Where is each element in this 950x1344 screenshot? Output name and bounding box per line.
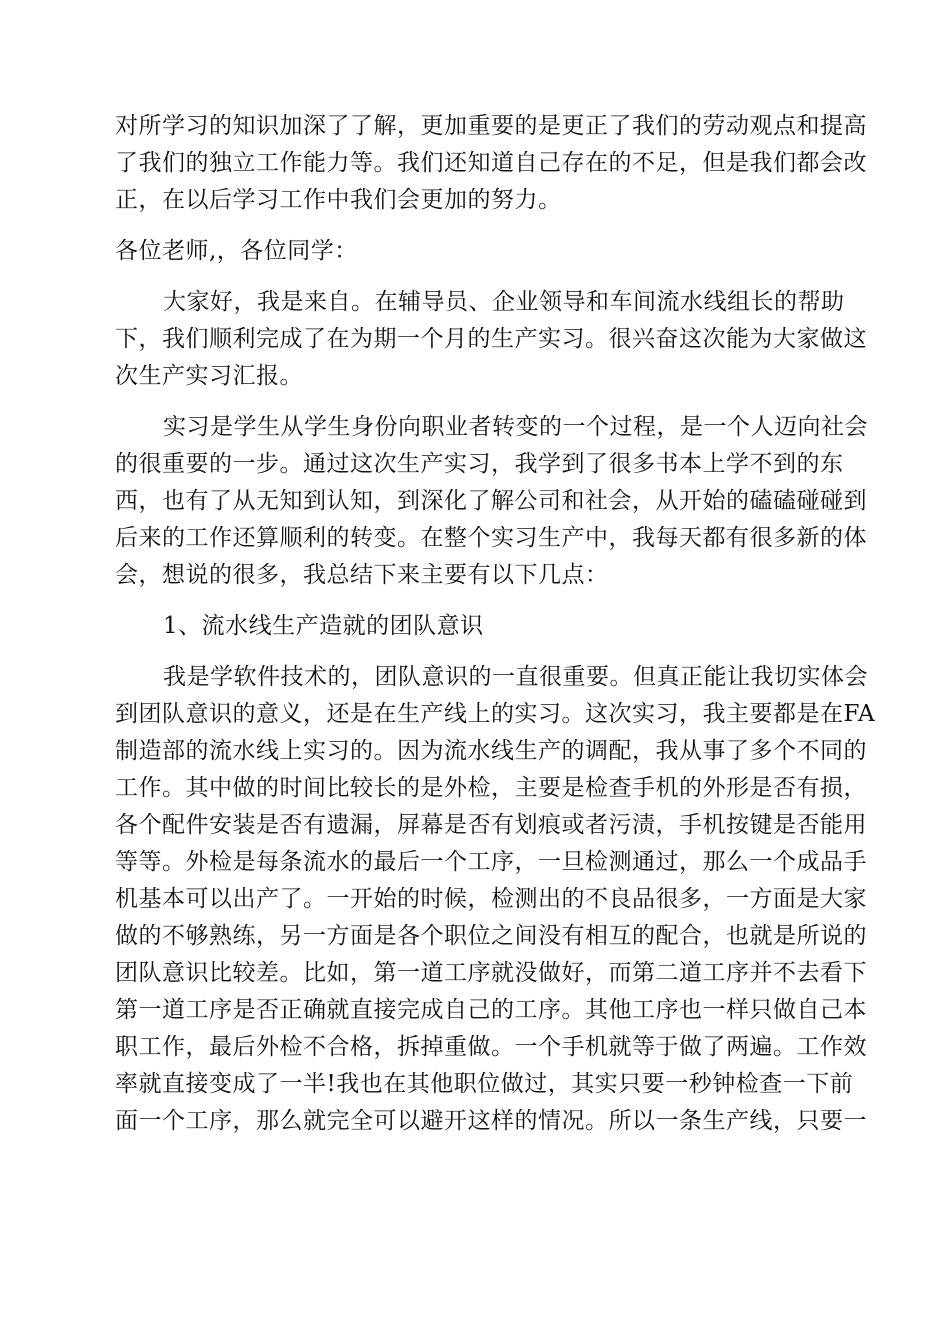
text-line: 了我们的独立工作能力等。我们还知道自己存在的不足，但是我们都会改 (115, 150, 867, 176)
text-line: 等等。外检是每条流水的最后一个工序，一旦检测通过，那么一个成品手 (115, 849, 867, 875)
text-line: 次生产实习汇报。 (115, 363, 303, 389)
text-line: 制造部的流水线上实习的。因为流水线生产的调配，我从事了多个不同的 (115, 738, 867, 764)
paragraph-continuation (115, 108, 867, 219)
text-line: 做的不够熟练，另一方面是各个职位之间没有相互的配合，也就是所说的 (115, 923, 867, 949)
text-line: 大家好，我是来自。在辅导员、企业领导和车间流水线组长的帮助 (163, 289, 845, 315)
text-line: 会，想说的很多，我总结下来主要有以下几点： (115, 562, 609, 588)
text-line: 各个配件安装是否有遗漏，屏幕是否有划痕或者污渍，手机按键是否能用 (115, 812, 867, 838)
text-line: 后来的工作还算顺利的转变。在整个实习生产中，我每天都有很多新的体 (115, 525, 867, 551)
text-line: 第一道工序是否正确就直接完成自己的工序。其他工序也一样只做自己本 (115, 997, 867, 1023)
text-line: 率就直接变成了一半!我也在其他职位做过，其实只要一秒钟检查一下前 (115, 1071, 854, 1097)
text-line: 到团队意识的意义，还是在生产线上的实习。这次实习，我主要都是在FA (115, 701, 876, 727)
text-line: 西，也有了从无知到认知，到深化了解公司和社会，从开始的磕磕碰碰到 (115, 488, 867, 514)
section-heading (115, 608, 845, 645)
text-line: 我是学软件技术的，团队意识的一直很重要。但真正能让我切实体会 (163, 664, 868, 690)
paragraph-greeting (115, 284, 867, 395)
text-line: 团队意识比较差。比如，第一道工序就没做好，而第二道工序并不去看下 (115, 960, 867, 986)
text-line: 面一个工序，那么就完全可以避开这样的情况。所以一条生产线，只要一 (115, 1108, 867, 1134)
text-line: 对所学习的知识加深了了解，更加重要的是更正了我们的劳动观点和提高 (115, 113, 867, 139)
document-body (115, 108, 876, 1140)
text-line: 的很重要的一步。通过这次生产实习，我学到了很多书本上学不到的东 (115, 451, 844, 477)
paragraph-teamwork (115, 659, 876, 1140)
section-heading-text: 1、流水线生产造就的团队意识 (163, 613, 484, 639)
text-line: 下，我们顺利完成了在为期一个月的生产实习。很兴奋这次能为大家做这 (115, 326, 867, 352)
text-line: 工作。其中做的时间比较长的是外检，主要是检查手机的外形是否有损， (115, 775, 867, 801)
text-line: 实习是学生从学生身份向职业者转变的一个过程，是一个人迈向社会 (163, 414, 868, 440)
salutation (115, 233, 845, 270)
text-line: 机基本可以出产了。一开始的时候，检测出的不良品很多，一方面是大家 (115, 886, 867, 912)
text-line: 正，在以后学习工作中我们会更加的努力。 (115, 187, 562, 213)
text-line: 各位老师,，各位同学： (115, 238, 358, 264)
paragraph-intro (115, 409, 868, 594)
text-line: 职工作，最后外检不合格，拆掉重做。一个手机就等于做了两遍。工作效 (115, 1034, 867, 1060)
